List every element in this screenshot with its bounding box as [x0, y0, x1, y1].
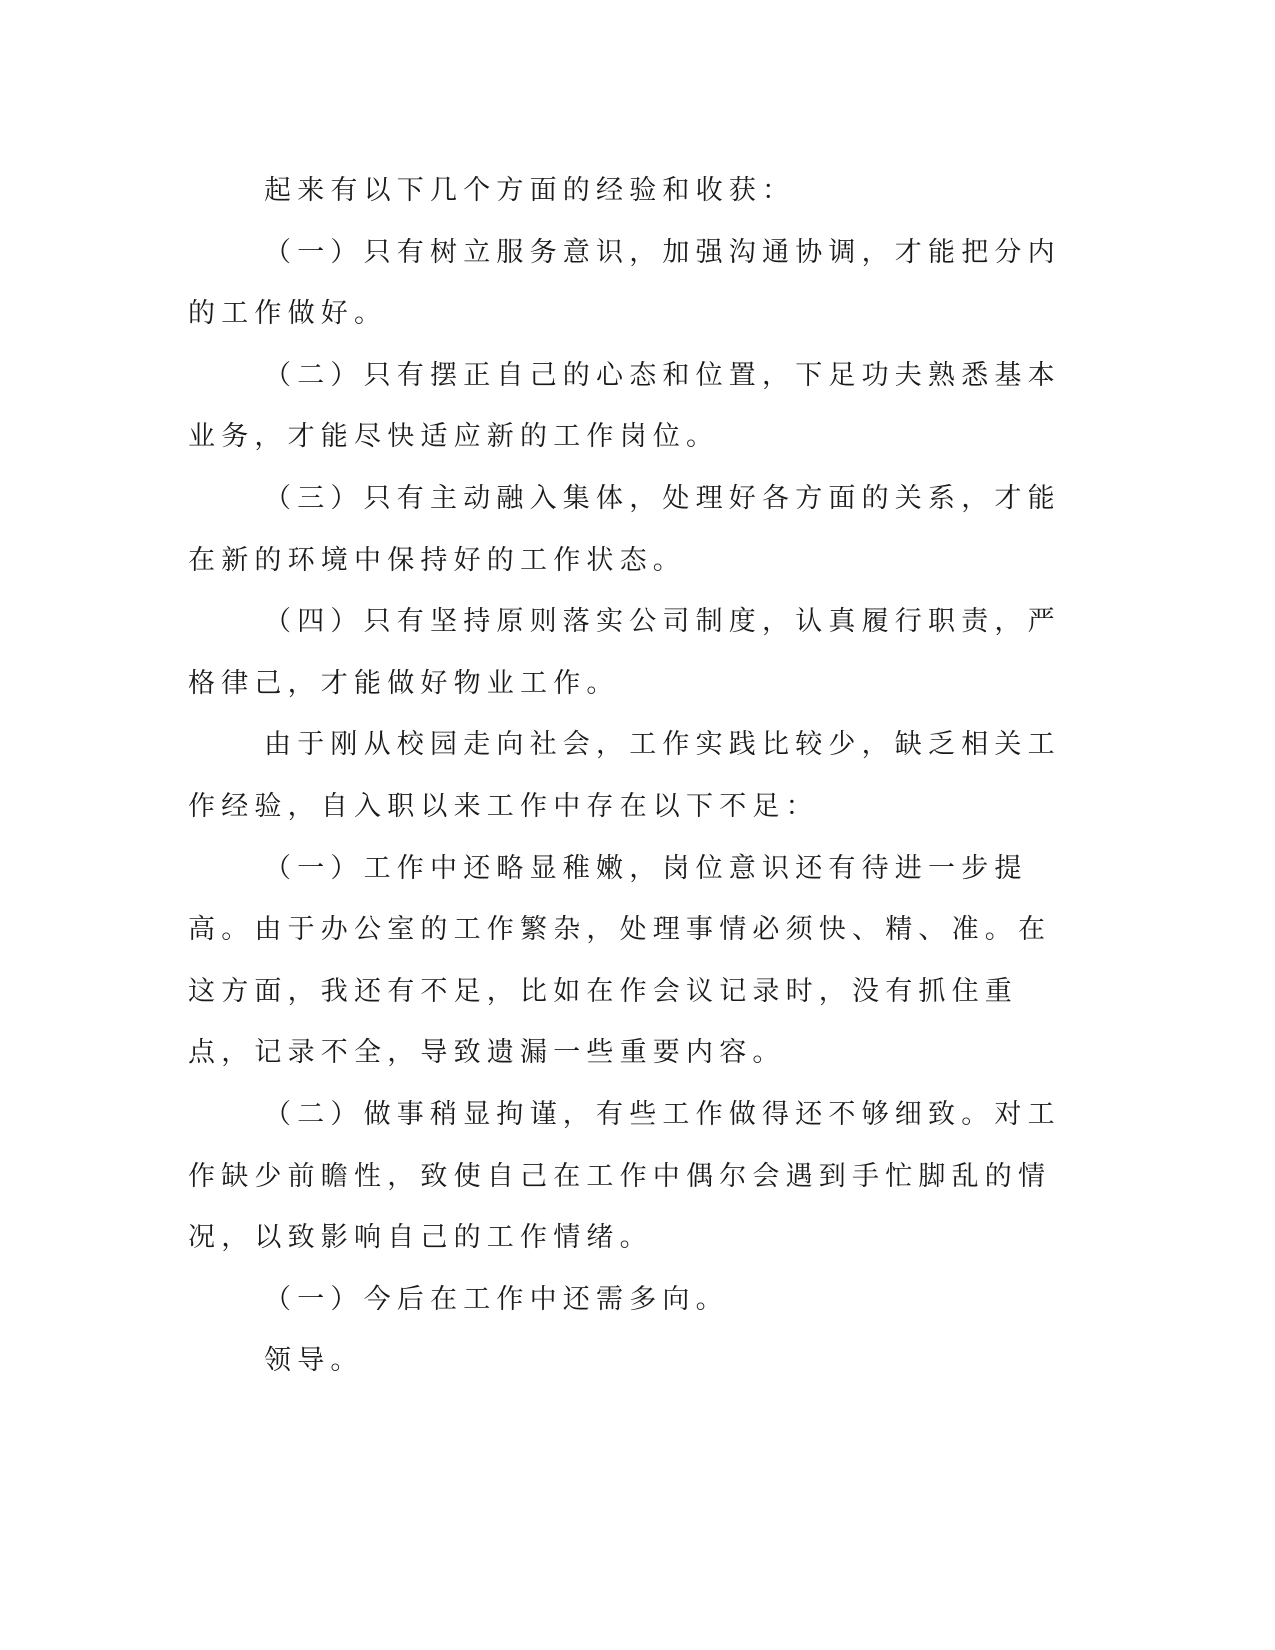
paragraph-experience-1: （一）只有树立服务意识，加强沟通协调，才能把分内的工作做好。 — [188, 236, 1061, 330]
body-text — [188, 160, 1078, 1392]
paragraph-experience-3: （三）只有主动融入集体，处理好各方面的关系，才能在新的环境中保持好的工作状态。 — [188, 482, 1061, 576]
paragraph-shortcomings-intro: 由于刚从校园走向社会，工作实践比较少，缺乏相关工作经验，自入职以来工作中存在以下不足： — [188, 729, 1061, 822]
paragraph-experience-intro: 起来有以下几个方面的经验和收获： — [264, 175, 796, 206]
paragraph-future-1: （一）今后在工作中还需多向。 — [264, 1283, 729, 1315]
paragraph-experience-4: （四）只有坚持原则落实公司制度，认真履行职责，严格律己，才能做好物业工作。 — [188, 606, 1061, 699]
paragraph-experience-2: （二）只有摆正自己的心态和位置，下足功夫熟悉基本业务，才能尽快适应新的工作岗位。 — [188, 359, 1061, 453]
paragraph-leadership: 领导。 — [264, 1345, 364, 1377]
paragraph-shortcoming-2: （二）做事稍显拘谨，有些工作做得还不够细致。对工作缺少前瞻性，致使自己在工作中偶尔会遇到手忙脚乱的情况，以致影响自己的工作情绪。 — [188, 1098, 1061, 1254]
paragraph-shortcoming-1: （一）工作中还略显稚嫩，岗位意识还有待进一步提高。由于办公室的工作繁杂，处理事情必须快、精、准。在这方面，我还有不足，比如在作会议记录时，没有抓住重点，记录不全，导致遗漏一些重要内容。 — [188, 852, 1052, 1069]
